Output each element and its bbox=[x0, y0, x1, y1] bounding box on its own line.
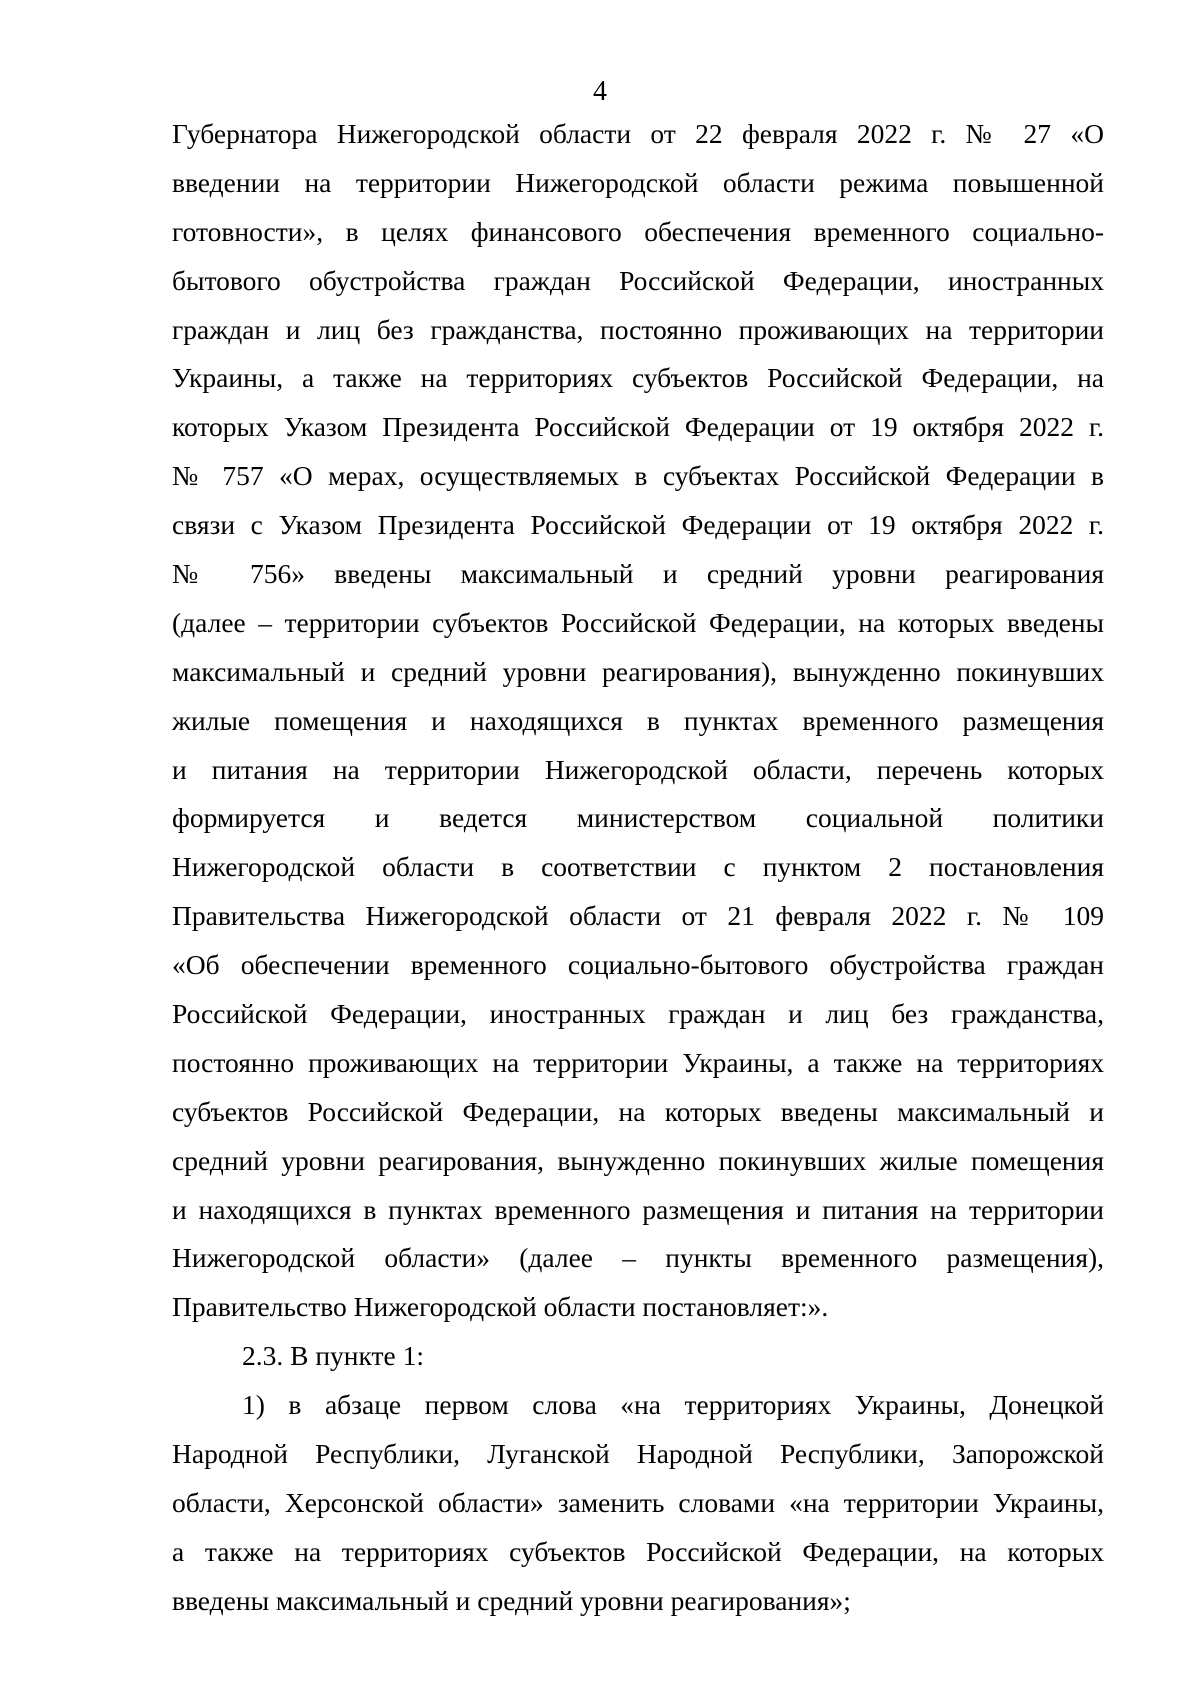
text-line: Правительства Нижегородской области от 21 февраля 2022 г. № 109 bbox=[172, 900, 1104, 932]
text-line: Нижегородской области в соответствии с пунктом 2 постановления bbox=[172, 851, 1104, 883]
text-line: формируется и ведется министерством социальной политики bbox=[172, 802, 1104, 834]
text-line: которых Указом Президента Российской Федерации от 19 октября 2022 г. bbox=[172, 411, 1104, 443]
text-line: № 756» введены максимальный и средний уровни реагирования bbox=[172, 558, 1104, 590]
text-line: Правительство Нижегородской области постановляет:». bbox=[172, 1291, 829, 1323]
text-line: субъектов Российской Федерации, на которых введены максимальный и bbox=[172, 1095, 1104, 1127]
text-line: (далее – территории субъектов Российской Федерации, на которых введены bbox=[172, 606, 1104, 638]
text-line: готовности», в целях финансового обеспечения временного социально- bbox=[172, 215, 1104, 247]
document-body bbox=[172, 110, 1104, 1626]
text-line: введении на территории Нижегородской области режима повышенной bbox=[172, 166, 1104, 198]
text-line: № 757 «О мерах, осуществляемых в субъектах Российской Федерации в bbox=[172, 460, 1104, 492]
text-line: и находящихся в пунктах временного размещения и питания на территории bbox=[172, 1193, 1104, 1225]
text-line: постоянно проживающих на территории Украины, а также на территориях bbox=[172, 1046, 1104, 1078]
text-line: области, Херсонской области» заменить словами «на территории Украины, bbox=[172, 1486, 1104, 1518]
text-line: 2.3. В пункте 1: bbox=[242, 1340, 425, 1372]
text-line: средний уровни реагирования, вынужденно покинувших жилые помещения bbox=[172, 1144, 1104, 1176]
text-line: а также на территориях субъектов Российской Федерации, на которых bbox=[172, 1535, 1104, 1567]
text-line: Губернатора Нижегородской области от 22 февраля 2022 г. № 27 «О bbox=[172, 118, 1104, 149]
text-line: связи с Указом Президента Российской Федерации от 19 октября 2022 г. bbox=[172, 509, 1104, 541]
text-line: «Об обеспечении временного социально-бытового обустройства граждан bbox=[172, 949, 1104, 981]
text-line: и питания на территории Нижегородской области, перечень которых bbox=[172, 753, 1104, 785]
text-line: Украины, а также на территориях субъектов Российской Федерации, на bbox=[172, 362, 1104, 394]
text-line: максимальный и средний уровни реагирования), вынужденно покинувших bbox=[172, 655, 1104, 687]
text-line: Народной Республики, Луганской Народной Республики, Запорожской bbox=[172, 1438, 1104, 1470]
text-line: введены максимальный и средний уровни реагирования»; bbox=[172, 1584, 851, 1616]
text-line: граждан и лиц без гражданства, постоянно проживающих на территории bbox=[172, 313, 1104, 345]
text-line: жилые помещения и находящихся в пунктах временного размещения bbox=[172, 704, 1104, 736]
page-number: 4 bbox=[593, 76, 607, 107]
text-line: Нижегородской области» (далее – пункты временного размещения), bbox=[172, 1242, 1104, 1274]
text-line: бытового обустройства граждан Российской Федерации, иностранных bbox=[172, 264, 1104, 296]
text-line: Российской Федерации, иностранных граждан и лиц без гражданства, bbox=[172, 998, 1104, 1030]
text-line: 1) в абзаце первом слова «на территориях Украины, Донецкой bbox=[242, 1389, 1104, 1421]
